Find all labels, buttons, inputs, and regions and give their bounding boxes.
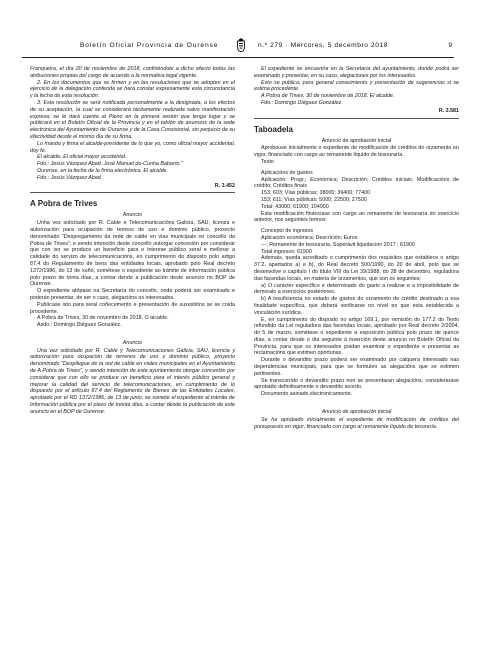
- paragraph: Lo manda y firma el alcalde-presidente de lo que yo, como oficial mayor accidental, doy fe.: [30, 140, 235, 154]
- header-rule: [22, 57, 454, 58]
- table-line: ---; Remanente de tesouraría. Superávit liquidación 2017 ; 61900: [261, 241, 415, 248]
- page-header: [22, 38, 452, 54]
- paragraph: Esto se publica, para general conocimiento y presentación de sugerencias si se estima procedente.: [254, 79, 459, 93]
- right-column: [254, 66, 459, 430]
- section-divider: [30, 192, 235, 193]
- paragraph: Una vez solicitado por R, Cable y Telecomunicaciones Galicia, SAU, licencia y autorización para ocupación de terrenos de uso y dominio público, proyecto denominado "Despliegue de la red de cable en viales municipales en el Ayuntamiento de A Pobra de Trives", y siendo intención de este ayuntamiento otorgar concesión por considerar que con ello se produce un beneficio para el interés público general y mejorar la calidad del servicio de telecomunicaciones, en cumplimiento de lo dispuesto por el artículo 87.4 del Reglamento de Bienes de las Entidades Locales, aprobado por el RD 1372/1986, de 13 de junio, se somete el expediente al trámite de Información pública por el plazo de treinta días, a contar desde la publicación de este anuncio en el BOP de Ourense.: [30, 347, 235, 415]
- paragraph: E, en cumprimento do disposto no artigo 169.1, por remisión do 177.2 do Texto refundido da Lei reguladora das facendas locais, aprobado por Real decreto 2/2004, do 5 de marzo, sométese o expediente a exposición pública polo prazo de quince días, a contar desde o día seguinte á inserción deste anuncio no Boletín Oficial da Provincia, para que os interesados poidan examinar o expediente e presentar as reclamacións que estimen oportunas.: [254, 316, 459, 357]
- table-line: Aplicación: Progr.; Económica; Descrición; Créditos iniciais; Modificacións de crédito; Créditos finais: [254, 176, 459, 190]
- notice-title: Anuncio: [122, 212, 143, 219]
- page-number: 9: [448, 42, 452, 49]
- table-line: Concepto de ingresos: [261, 228, 313, 235]
- paragraph: Ademais, queda acreditado o cumprimento dos requisitos que establece o artigo 37.2, apartados a) e b), do Real decreto 500/1990, do 20 de abril, polo que se desenvolve o capítulo I do título VIII da Lei 39/1988, do 28 de decembro, reguladora das facendas locais, en materia de orzamentos, que son os seguintes:: [254, 255, 459, 282]
- paragraph: Se ha aprobado inicialmente el expediente de modificación de créditos del presupuesto en vigor, financiado con cargo al remanente líquido de tesorería.: [254, 416, 459, 430]
- paragraph: Fdo.: Jesús Vázquez Abad. José Manuel du-Cunha Babarro.": [37, 161, 183, 168]
- paragraph: Ourense, en la fecha de la firma electrónica. El alcalde.: [37, 167, 168, 174]
- paragraph: Unha vez solicitado por R. Cable e Telecomunicacións Galicia, SAU, licenza e autorización para ocupación de terreos de uso e dominio público, proxecto denominado "Despregamento da rede de cable en vías municipais no concello da Pobra de Trives", e sendo intención deste concello outorgar concesión por considerar que con iso se produce un beneficio para o interese público xeral e mellorar a calidade do servizo de telecomunicacións, en cumprimento do disposto polo artigo 87.4 do Regulamento de bens das entidades locais, aprobado polo Real decreto 1372/1986, do 13 de xuño, sométese o expediente ao trámite de información pública polo prazo de trinta días, a contar dende a publicación deste anuncio no BOP de Ourense.: [30, 220, 235, 288]
- paragraph: Documento asinado electronicamente.: [261, 391, 353, 398]
- registry-number: R. 3.452: [214, 182, 235, 189]
- paragraph: a) O carácter específico e determinado do gasto a realizar e a imposibilidade de demoralo a exercicios posteriores.: [254, 282, 459, 296]
- notice-title: Anuncio: [122, 339, 143, 346]
- paragraph: El alcalde. El oficial mayor accidental.: [37, 154, 127, 161]
- spacer: [30, 329, 235, 338]
- notice-title: Anuncio de aprobación inicial: [321, 137, 392, 144]
- registry-number: R. 3.581: [438, 107, 459, 114]
- left-column: [30, 66, 235, 416]
- table-line: Total ingresos: 61900: [261, 248, 312, 255]
- table-line: Aplicación económica; Descrición; Euros: [261, 234, 358, 241]
- paragraph: Durante o devandito prazo poderá ser examinado por calquera interesado nas dependencias municipais, para que se formulen as alegacións que se estimen pertinentes.: [254, 357, 459, 377]
- organization-title: A Pobra de Trives: [30, 199, 98, 209]
- issue-date: n.º 279 · Mércores, 5 decembro 2018: [258, 42, 389, 49]
- paragraph: Se transcorrido o devandito prazo non se presentaran alegacións, considerarase aprobado definitivamente o devandito acordo.: [254, 377, 459, 391]
- section-divider: [254, 118, 459, 119]
- paragraph: Asdo.: Domingo Diéguez González.: [37, 322, 122, 329]
- paragraph: O expediente atópase na Secretaría do concello, onde poderá ser examinado e poderán presentar, de ser o caso, alegacións os interesados.: [30, 288, 235, 301]
- table-line: 153; 611; Vías públicas; 5000; 22500; 27500: [261, 196, 367, 203]
- paragraph: Texto: [261, 158, 274, 165]
- paragraph: Esta modificación finánciase con cargo ao remanente de tesouraría do exercicio anterior, nos seguintes termos:: [254, 210, 459, 224]
- paragraph: Franqueira, el día 20 de noviembre de 2018, confiriéndole a dicho efecto todas las atribuciones propias del cargo de acuerdo a la normativa legal vigente.: [30, 66, 235, 79]
- notice-title: Anuncio de aprobación inicial: [321, 409, 392, 416]
- paragraph: Fdo.: Domingo Diéguez González.: [261, 99, 343, 106]
- paragraph: Aprobouse inicialmente o expediente de modificación de créditos do orzamento en vigor, financiado con cargo ao remanente líquido de tesouraría.: [254, 145, 459, 159]
- table-line: Aplicacións de gastos: [261, 169, 313, 176]
- paragraph: 2. En los documentos que se firmen y en las resoluciones que se adopten en el ejercicio de la delegación conferida se hará constar expresamente esta circunstancia y la fecha de esta resolución.: [30, 79, 235, 100]
- organization-title: Taboadela: [254, 124, 293, 134]
- paragraph: A Pobra de Trives, 30 de noviembre de 2018. El alcalde.: [261, 93, 395, 100]
- table-line: 153; 603; Vías públicas; 38000; 39400; 77400: [261, 190, 371, 197]
- paragraph: b) A insuficiencia no estado de gastos do orzamento de crédito destinado a esa finalidade específica, que deberá verificarse no nivel en que esta establecida a vinculación xurídica.: [254, 296, 459, 316]
- paragraph: El expediente se encuentra en la Secretaría del ayuntamiento, donde podrá ser examinado y presentar, en su caso, alegaciones por los interesados.: [254, 66, 459, 79]
- table-line: Total: 43000; 61900; 104900: [261, 203, 329, 210]
- paragraph: A Pobra de Trives, 30 de novembro de 2018. O alcalde.: [37, 315, 169, 322]
- spacer: [254, 398, 459, 407]
- paragraph: Publícase isto para xeral coñecemento e presentación de suxestións se se coida procedente.: [30, 301, 235, 315]
- coat-of-arms-icon: [236, 38, 246, 52]
- publication-name: Boletín Oficial Provincia de Ourense: [80, 42, 219, 49]
- paragraph: 3. Esta resolución se será notificada personalmente a la designada, a los efectos de su aceptación, la cual se considerará tácitamente realizada salvo manifestación expresa; se le dará cuenta al Pleno en la primera sesión que tenga lugar y se publicará en el Boletín Oficial de la Provincia y en el tablón de anuncios de la sede electrónica del Ayuntamiento de Ourense y de la Casa Consistorial, sin perjuicio de su efectividad desde el mismo día de su firma.: [30, 99, 235, 140]
- paragraph: Fdo.: Jesús Vázquez Abad.: [37, 174, 103, 181]
